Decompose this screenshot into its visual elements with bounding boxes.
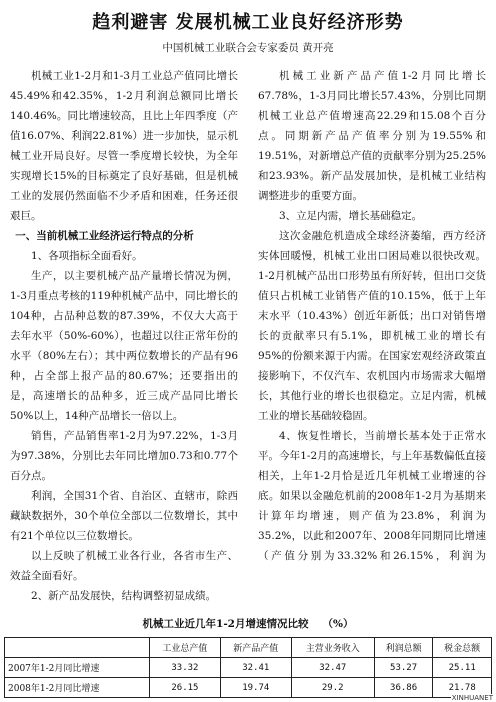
right-column <box>258 66 486 566</box>
paragraph: 销售，产品销售率1-2月为97.22%，1-3月为97.38%，分别比去年同比增加0.73和0.77个百分点。 <box>10 430 238 482</box>
paragraph: 机械工业新产品产值1-2月同比增长67.78%，1-3月同比增长57.43%，分别比同期机械工业总产值增速高22.29和15.08个百分点。同期新产品产值率分别为19.55%和19.51%，对新增总产值的贡献率分别为25.25%和23.93%。新产品发展加快，是机械工业结构调整进步的重要方面。 <box>258 70 486 202</box>
table-row-label: 2007年1-2月同比增速 <box>5 658 150 678</box>
table-title-text: 机械工业近几年1-2月增速情况比较 <box>142 618 309 630</box>
table-unit: （%） <box>322 618 354 630</box>
table-cell: 53.27 <box>374 658 433 678</box>
table-cell: 32.41 <box>220 658 291 678</box>
table-cell: 26.15 <box>150 678 221 698</box>
subheading: 1、各项指标全面看好。 <box>31 250 143 262</box>
table-cell: 21.78 <box>433 678 492 698</box>
table-row <box>5 678 492 698</box>
table-title <box>0 616 496 631</box>
table-header-cell <box>5 638 150 658</box>
subheading: 3、立足内需，增长基础稳定。 <box>279 210 423 222</box>
table-row <box>5 658 492 678</box>
table-cell: 36.86 <box>374 678 433 698</box>
article-title: 趋利避害 发展机械工业良好经济形势 <box>92 12 404 33</box>
table-header-cell: 主营业务收入 <box>291 638 374 658</box>
paragraph: 利润，全国31个省、自治区、直辖市，除西藏缺数据外，30个单位全部以二位数增长，其中有21个单位以三位数增长。 <box>10 490 238 542</box>
subheading: 2、新产品发展快，结构调整初显成绩。 <box>31 590 217 602</box>
paragraph: 生产，以主要机械产品产量增长情况为例，1-3月重点考核的119种机械产品中，同比增长的104种，占品种总数的87.39%，不仅大大高于去年水平（50%-60%），也超过以往正常年份的水平（80%左右）；其中两位数增长的产品有96种，占全部上报产品的80.67%；还要指出的是，高速增长的品种多，近三成产品同比增长50%以上，14种产品增长一倍以上。 <box>10 270 238 422</box>
table-header-cell: 利润总额 <box>374 638 433 658</box>
left-column <box>10 66 238 632</box>
section-heading: 一、当前机械工业经济运行特点的分析 <box>15 230 194 242</box>
table-cell: 19.74 <box>220 678 291 698</box>
table-header-cell: 税金总额 <box>433 638 492 658</box>
table-header-row <box>5 638 492 658</box>
watermark-logo: XINHUANET <box>451 694 493 702</box>
table-cell: 33.32 <box>150 658 221 678</box>
paragraph: 4、恢复性增长，当前增长基本处于正常水平。今年1-2月的高速增长，与上年基数偏低直接相关，上年1-2月恰是近几年机械工业增速的谷底。如果以金融危机前的2008年1-2月为基期来计算年均增速，则产值为23.8%，利润为35.2%，以此和2007年、2008年同期同比增速（产值分别为33.32%和26.15%，利润为 <box>258 430 486 562</box>
table-header-cell: 新产品产值 <box>220 638 291 658</box>
article-author: 中国机械工业联合会专家委员 黄开亮 <box>162 42 334 54</box>
table-header-cell: 工业总产值 <box>150 638 221 658</box>
table-cell: 32.47 <box>291 658 374 678</box>
paragraph: 机械工业1-2月和1-3月工业总产值同比增长45.49%和42.35%，1-2月利润总额同比增长140.46%。同比增速较高，且比上年四季度（产值16.07%、利润22.81%）进一步加快，显示机械工业开局良好。尽管一季度增长较快，为全年实现增长15%的目标奠定了良好基础，但是机械工业的发展仍然面临不少矛盾和困难，任务还很艰巨。 <box>10 70 238 222</box>
table-row-label: 2008年1-2月同比增速 <box>5 678 150 698</box>
table-cell: 25.11 <box>433 658 492 678</box>
table-cell: 29.2 <box>291 678 374 698</box>
paragraph: 以上反映了机械工业各行业，各省市生产、效益全面看好。 <box>10 550 238 582</box>
paragraph: 这次金融危机造成全球经济萎缩，西方经济实体回暖慢，机械工业出口困局难以很快改观。1-2月机械产品出口形势虽有所好转，但出口交货值只占机械工业销售产值的10.15%，低于上年末水平（10.43%）创近年新低；出口对销售增长的贡献率只有5.1%，即机械工业的增长有95%的份额来源于内需。在国家宏观经济政策直接影响下，不仅汽车、农机国内市场需求大幅增长，其他行业的增长也很稳定。立足内需，机械工业的增长基础较稳固。 <box>258 230 486 422</box>
growth-comparison-table <box>4 637 492 698</box>
